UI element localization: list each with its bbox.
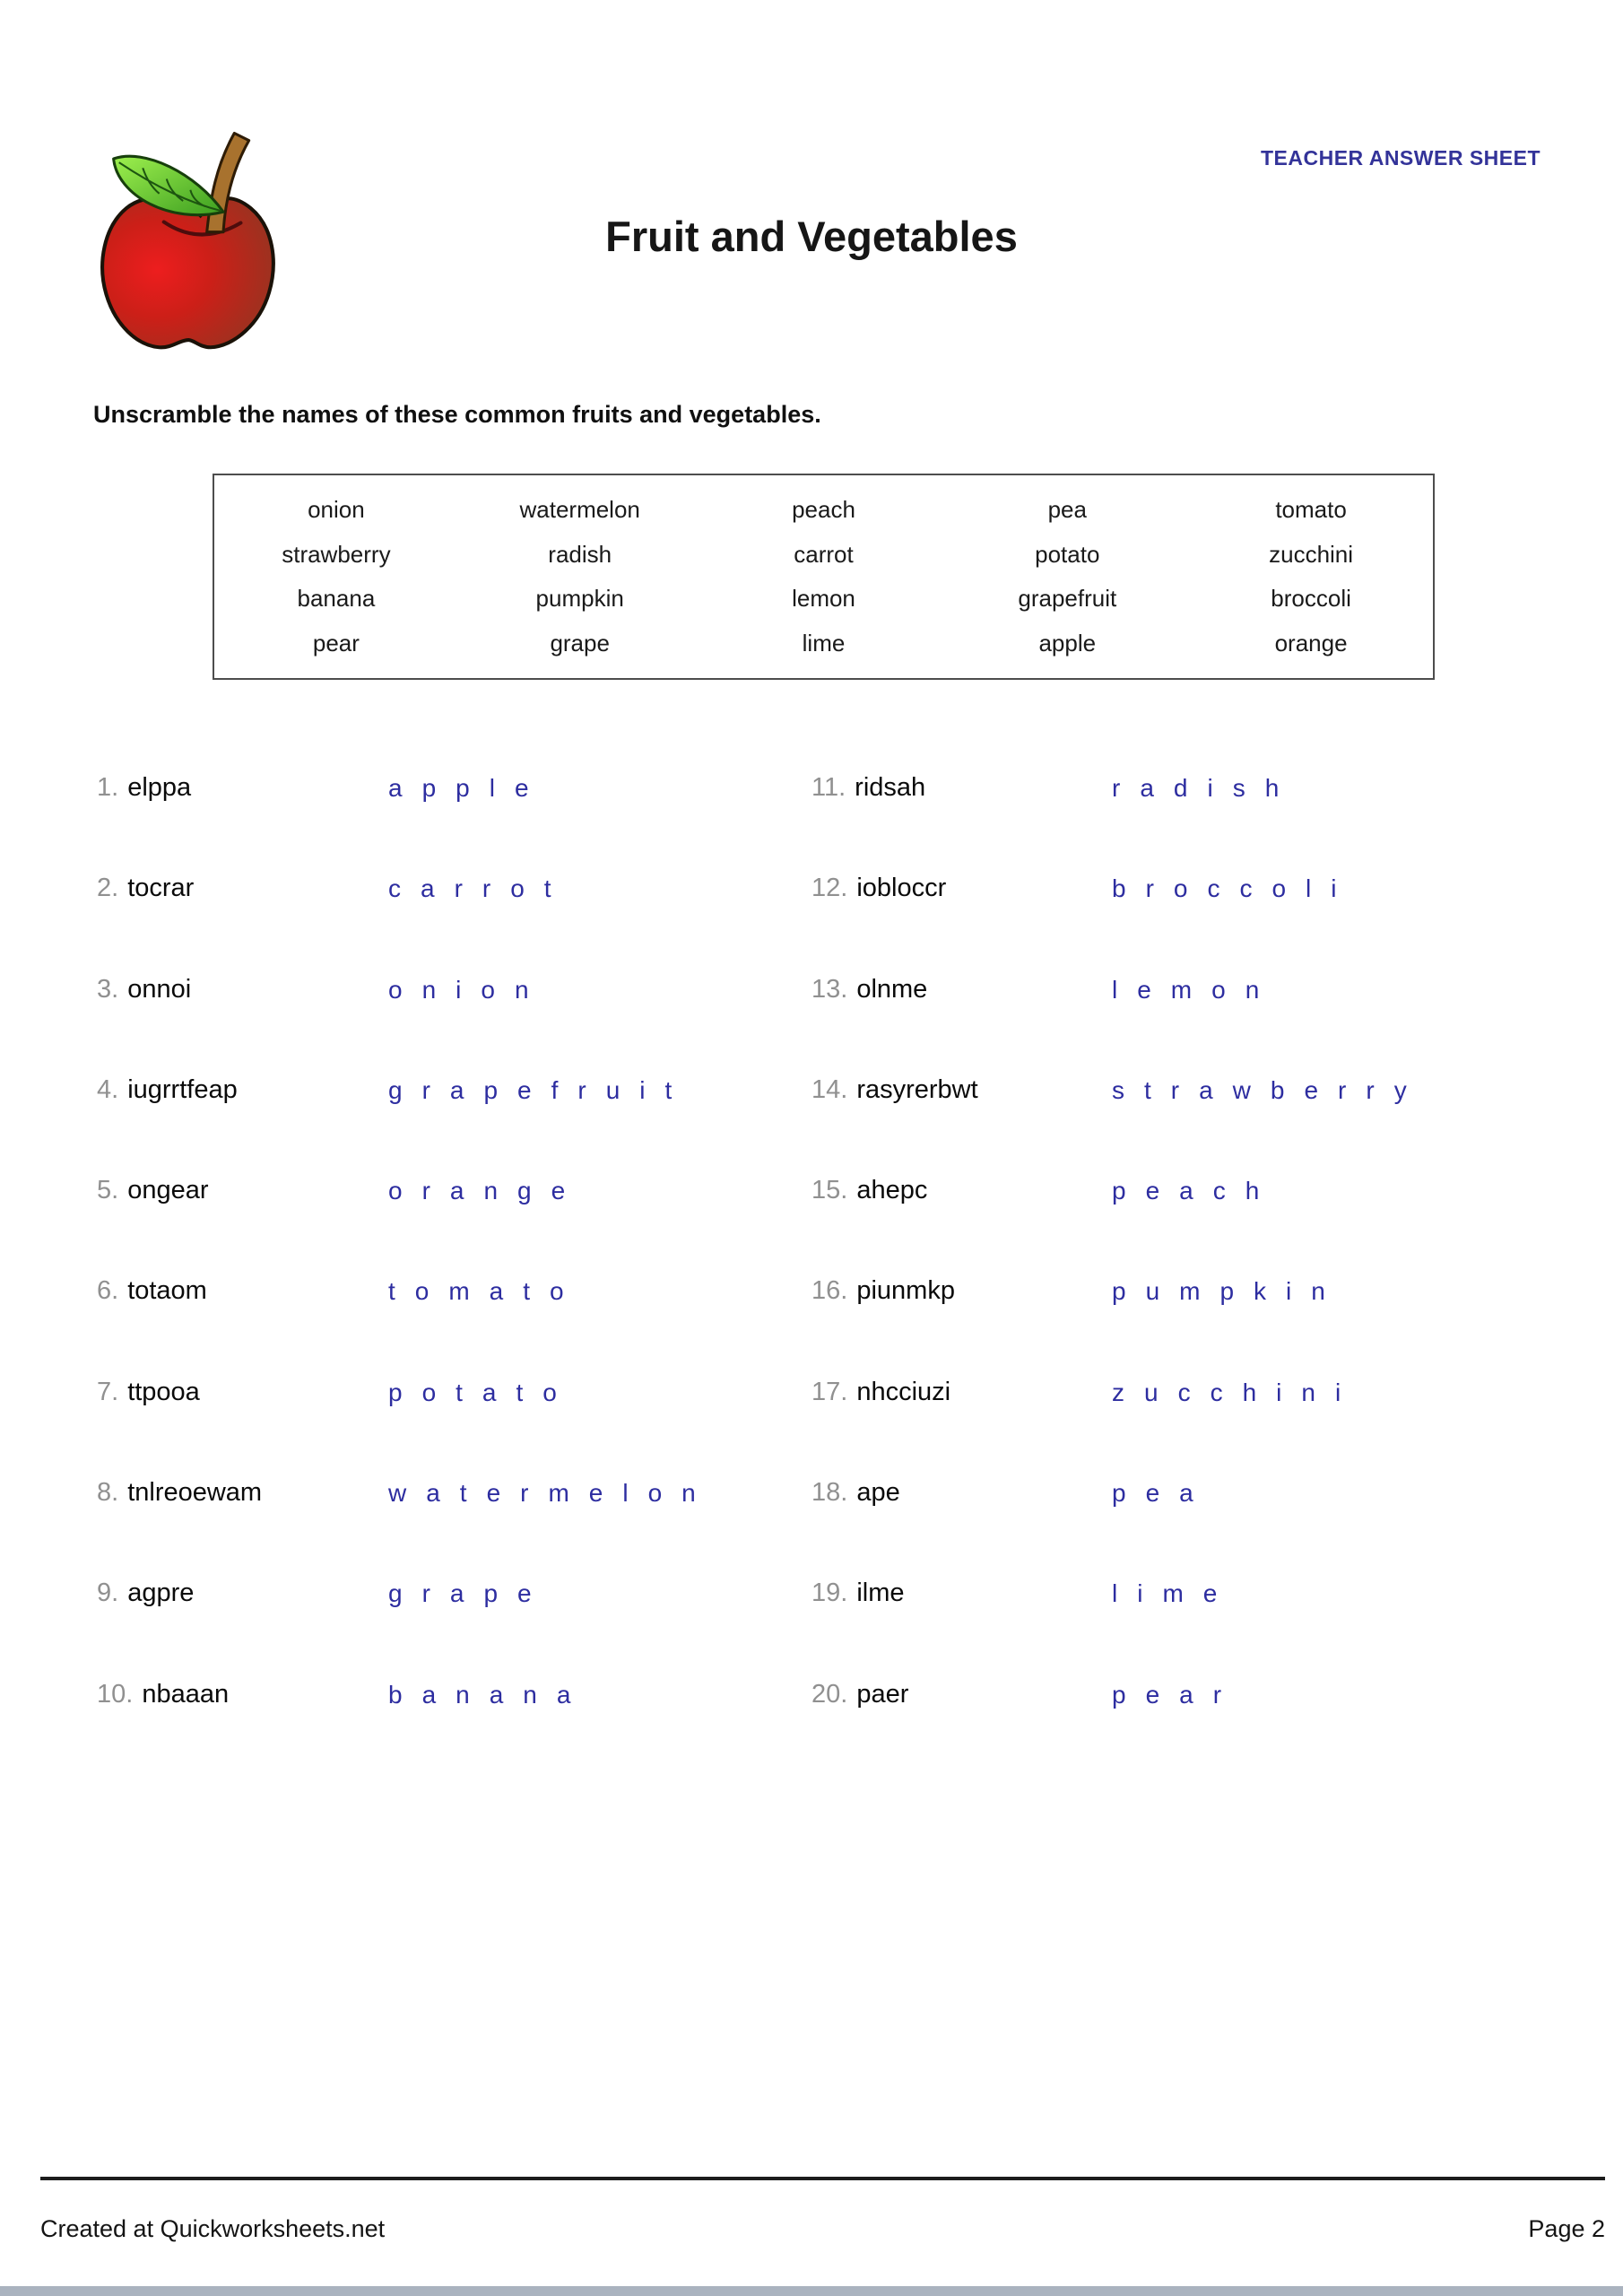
answer-word: strawberry [1112,1075,1427,1104]
question-number: 7. [97,1377,119,1406]
answer-word: lemon [1112,975,1280,1004]
question-number: 9. [97,1578,119,1608]
scrambled-word: iugrrtfeap [127,1074,238,1104]
scrambled-word: rasyrerbwt [856,1074,978,1104]
word-bank-word: tomato [1275,496,1347,524]
word-bank-word: potato [1035,540,1100,568]
word-bank-word: grape [550,629,610,657]
question-number: 10. [97,1679,134,1709]
word-bank-word: watermelon [519,496,640,524]
question-row [812,1075,1610,1176]
question-row [812,975,1610,1075]
answer-word: pumpkin [1112,1277,1345,1306]
answer-word: onion [388,975,549,1004]
answer-word: broccoli [1112,874,1357,903]
scrambled-word: nhcciuzi [856,1377,951,1406]
answer-word: lime [1112,1579,1237,1608]
page-title: Fruit and Vegetables [605,213,1018,260]
scrambled-word: tnlreoewam [127,1478,263,1508]
question-number: 16. [812,1276,848,1306]
scrambled-word: olnme [856,974,928,1004]
word-bank-word: strawberry [282,540,391,568]
word-bank-word: radish [548,540,612,568]
word-bank-word: zucchini [1269,540,1354,568]
scrambled-word: iobloccr [856,874,947,903]
question-number: 17. [812,1377,848,1406]
question-row [97,1176,805,1276]
answer-word: pear [1112,1680,1242,1709]
question-row [812,1276,1610,1377]
scrambled-word: ape [856,1478,900,1508]
question-number: 20. [812,1679,848,1709]
scrambled-word: ridsah [855,773,926,802]
question-number: 8. [97,1478,119,1508]
scrambled-word: ttpooa [127,1377,200,1406]
question-row [97,1478,805,1578]
scrambled-word: totaom [127,1276,207,1306]
scrambled-word: ongear [127,1176,209,1205]
instruction-text: Unscramble the names of these common fruits and vegetables. [93,401,821,428]
question-row [812,1578,1610,1679]
footer-divider [40,2177,1605,2180]
word-bank-word: pea [1047,496,1087,524]
question-number: 15. [812,1176,848,1205]
question-row [812,773,1610,874]
word-bank-word: carrot [794,540,854,568]
scrambled-word: tocrar [127,874,195,903]
question-list-right [812,773,1610,1780]
question-row [97,1578,805,1679]
answer-word: pea [1112,1479,1213,1508]
question-number: 14. [812,1074,848,1104]
scrambled-word: paer [856,1679,909,1709]
scrambled-word: onnoi [127,974,192,1004]
question-number: 11. [812,773,846,802]
question-row [97,773,805,874]
question-number: 13. [812,974,848,1004]
answer-word: grapefruit [388,1075,692,1104]
answer-word: carrot [388,874,571,903]
answer-word: grape [388,1579,551,1608]
word-bank-word: apple [1038,629,1097,657]
question-row [97,1276,805,1377]
word-bank-word: peach [792,496,855,524]
question-row [97,874,805,974]
question-row [97,1075,805,1176]
answer-word: banana [388,1680,591,1709]
question-number: 4. [97,1074,119,1104]
footer-credit: Created at Quickworksheets.net [40,2215,386,2242]
bottom-edge-bar [0,2286,1623,2296]
answer-word: apple [388,774,549,802]
question-number: 3. [97,974,119,1004]
question-row [812,1176,1610,1276]
scrambled-word: agpre [127,1578,195,1608]
answer-word: potato [388,1378,577,1406]
word-bank-word: pumpkin [535,585,624,613]
question-row [812,1478,1610,1578]
question-number: 12. [812,874,848,903]
scrambled-word: elppa [127,773,192,802]
scrambled-word: ilme [856,1578,905,1608]
question-row [97,1680,805,1780]
word-bank-word: lime [802,629,846,657]
word-bank-word: onion [308,496,365,524]
question-row [97,1378,805,1478]
scrambled-word: nbaaan [142,1679,230,1709]
word-bank-word: banana [297,585,376,613]
question-row [812,1378,1610,1478]
question-list-left [97,773,805,1780]
answer-word: zucchini [1112,1378,1361,1406]
question-number: 1. [97,773,119,802]
answer-word: watermelon [388,1479,716,1508]
scrambled-word: ahepc [856,1176,928,1205]
answer-word: peach [1112,1177,1280,1205]
word-bank-word: pear [312,629,360,657]
question-row [812,874,1610,974]
question-number: 6. [97,1276,119,1306]
question-number: 19. [812,1578,848,1608]
word-bank-word: orange [1274,629,1348,657]
answer-word: tomato [388,1277,584,1306]
scrambled-word: piunmkp [856,1276,955,1306]
word-bank-word: lemon [792,585,855,613]
word-bank-word: grapefruit [1018,585,1117,613]
word-bank-word: broccoli [1271,585,1351,613]
question-number: 5. [97,1176,119,1205]
footer-page-number: Page 2 [1528,2215,1605,2242]
word-bank-box [213,474,1435,680]
question-number: 18. [812,1478,848,1508]
question-row [97,975,805,1075]
answer-word: radish [1112,774,1299,802]
question-row [812,1680,1610,1780]
answer-word: orange [388,1177,586,1205]
question-number: 2. [97,874,119,903]
teacher-answer-sheet-label: TEACHER ANSWER SHEET [1261,146,1541,170]
